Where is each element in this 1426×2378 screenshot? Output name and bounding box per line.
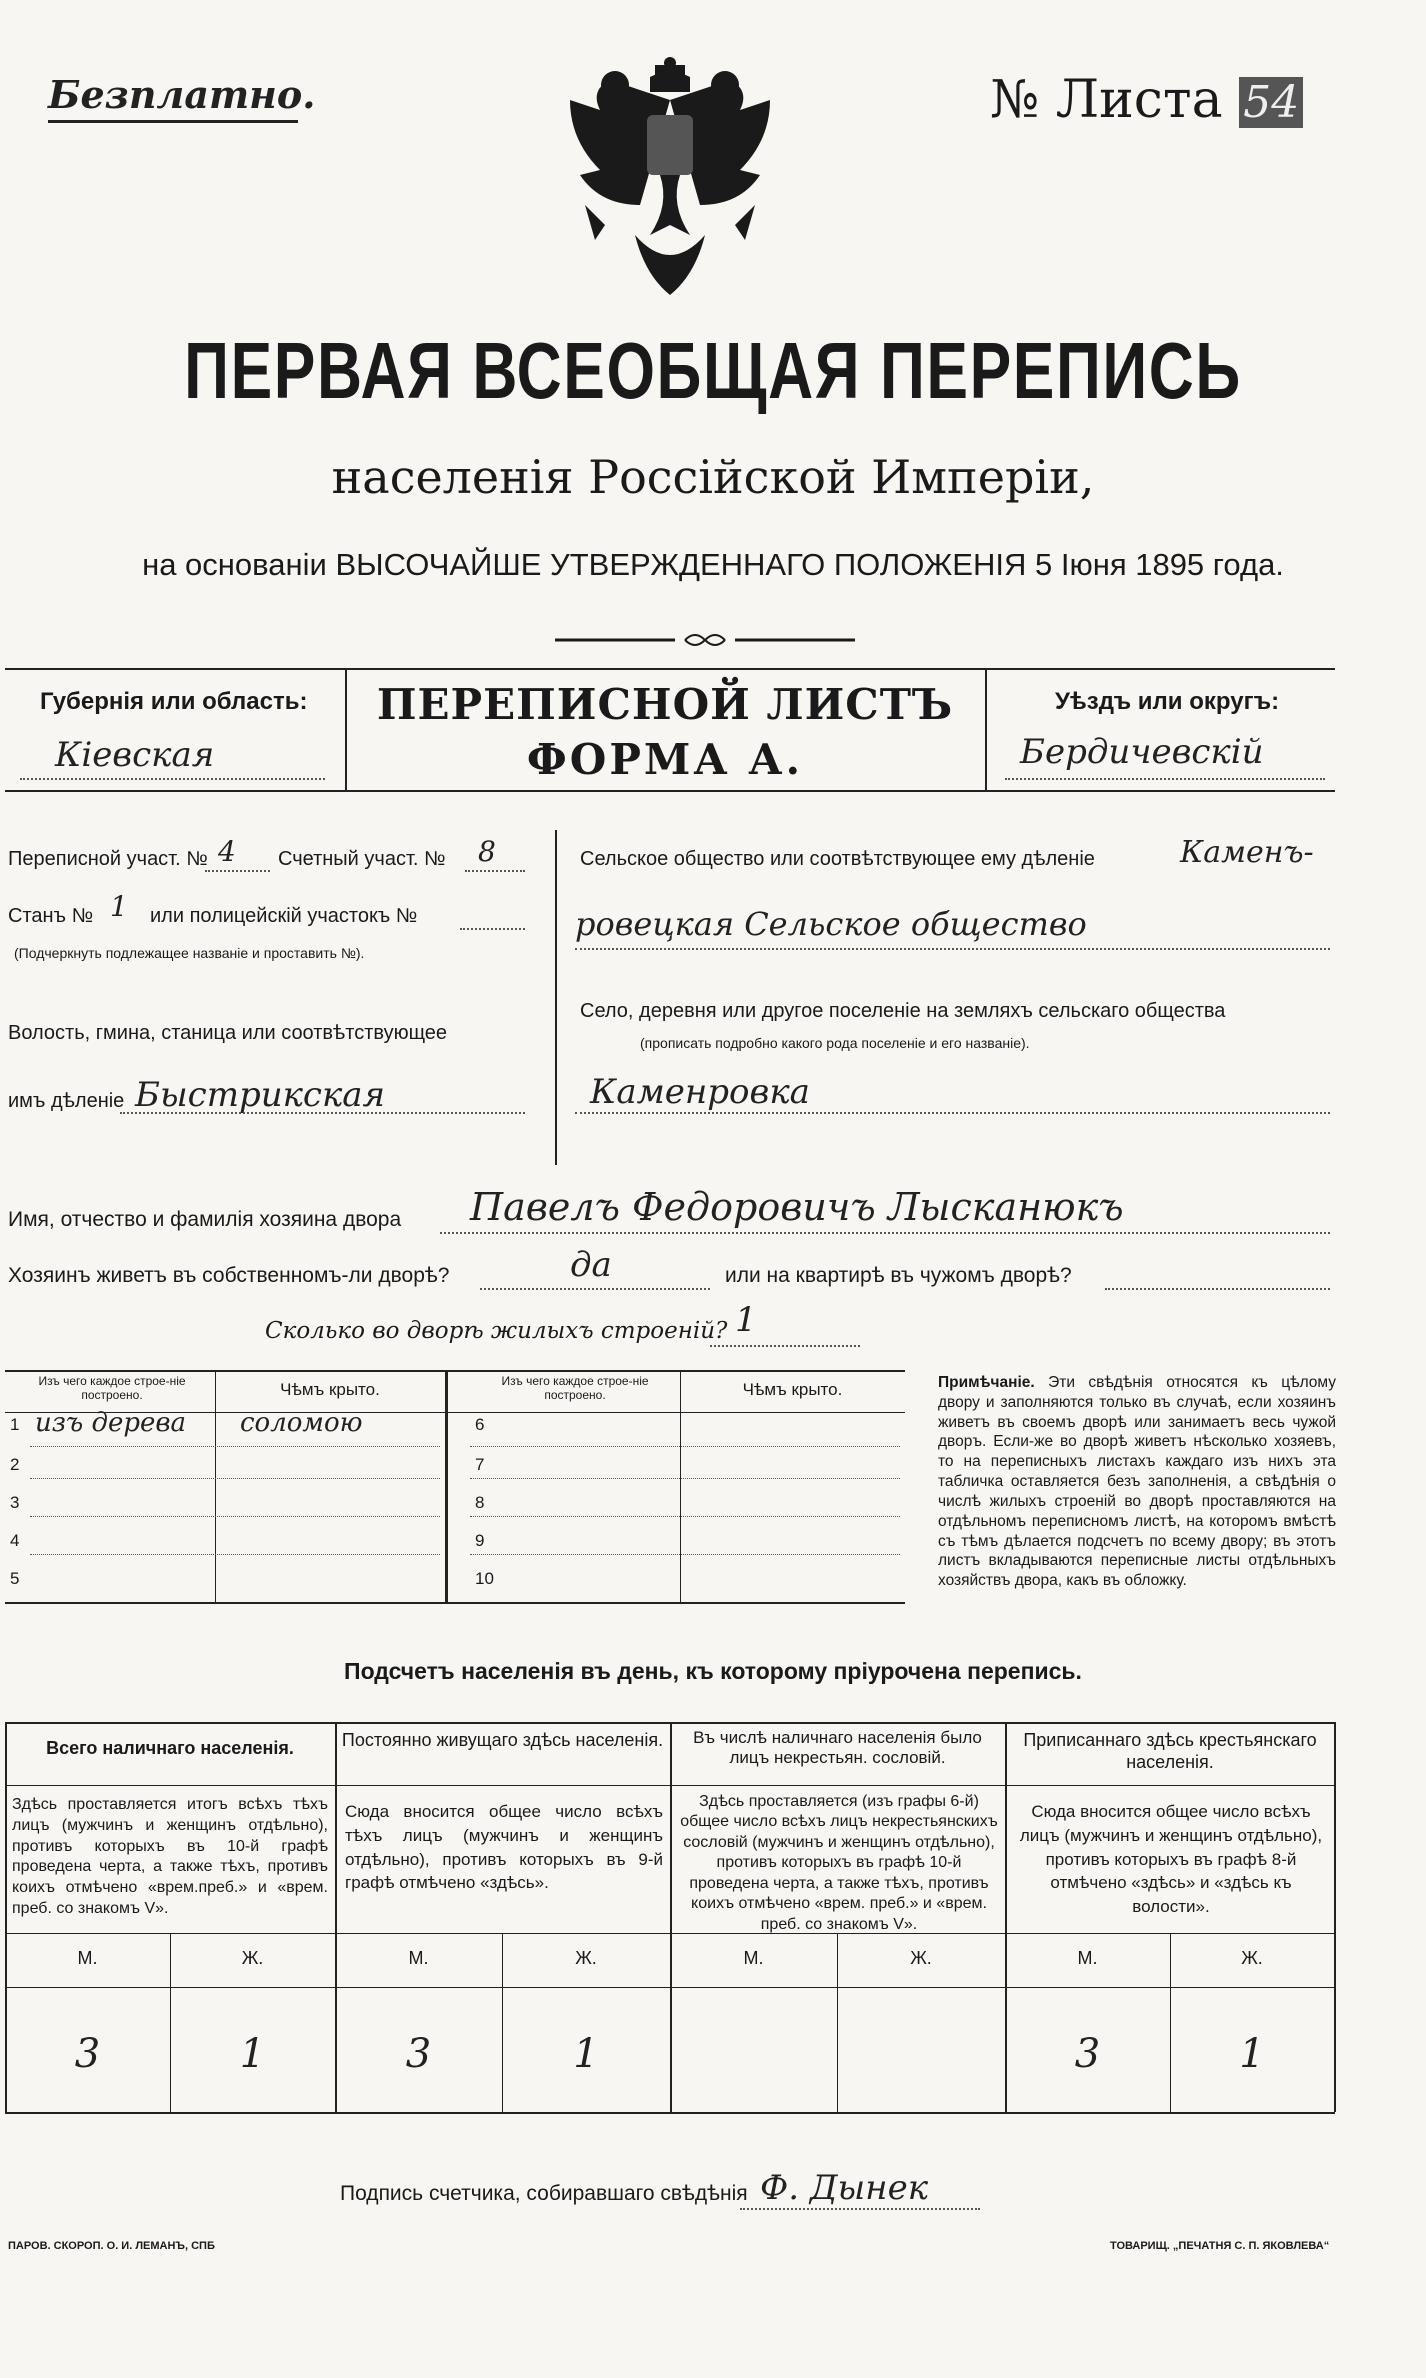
count-registered-m-value: 3 (1074, 2031, 1101, 2077)
count-m-label: М. (1077, 1948, 1098, 1968)
society-value-1: Каменъ- (1180, 835, 1314, 870)
basis-line: на основаніи ВЫСОЧАЙШЕ УТВЕРЖДЕННАГО ПОЛОЖЕНІЯ 5 Іюня 1895 года. (142, 547, 1284, 582)
bt-row-number: 6 (475, 1415, 485, 1434)
volost-value: Быстрикская (135, 1075, 386, 1115)
count-m-label: М. (743, 1948, 764, 1968)
bt-head-roof-left: Чѣмъ крыто. (280, 1380, 380, 1399)
count-head-registered: Приписаннаго здѣсь крестьянскаго населенія. (1023, 1730, 1317, 1772)
printer-left: ПАРОВ. СКОРОП. О. И. ЛЕМАНЪ, СПБ (8, 2240, 215, 2252)
uezd-dotline (1005, 778, 1325, 780)
owner-name-label: Имя, отчество и фамилія хозяина двора (8, 1208, 402, 1231)
bt-head-roof-right: Чѣмъ крыто. (742, 1380, 843, 1399)
bt-row-dotline (30, 1446, 440, 1447)
bt-col-divider-1 (215, 1370, 216, 1602)
sheet-label-text: № Листа (990, 70, 1223, 130)
count-head-total: Всего наличнаго населенія. (46, 1738, 294, 1758)
count-desc-permanent: Сюда вносится общее число всѣхъ тѣхъ лицъ (мужчинъ и женщинъ отдѣльно), противъ которыхъ въ 9-й графѣ отмѣчено «здѣсь». (345, 1802, 663, 1893)
society-dotline (575, 948, 1330, 950)
census-district-label: Переписной участ. № (8, 848, 208, 870)
count-title: Подсчетъ населенія въ день, къ которому пріурочена перепись. (344, 1658, 1082, 1684)
bt-row-number: 1 (10, 1415, 20, 1434)
census-district-value: 4 (218, 835, 236, 868)
free-underline (48, 120, 298, 123)
bt-row-roof: соломою (240, 1408, 363, 1438)
count-desc-total: Здѣсь проставляется итогъ всѣхъ тѣхъ лицъ (мужчинъ и женщинъ отдѣльно), противъ которыхъ въ 10-й графѣ проведена черта, а также тѣхъ, противъ коихъ отмѣчено «врем.преб.» и «врем. преб. со знакомъ V». (12, 1796, 328, 1917)
gubernia-dotline (20, 778, 325, 780)
owner-own-label: Хозяинъ живетъ въ собственномъ-ли дворѣ? (8, 1264, 450, 1287)
count-head-nonpeasant: Въ числѣ наличнаго населенія было лицъ некрестьян. сословій. (693, 1728, 982, 1768)
village-value: Каменровка (590, 1072, 810, 1112)
count-permanent-zh-value: 1 (573, 2031, 599, 2077)
bt-head-material-left: Изъ чего каждое строе-ніе построено. (38, 1374, 186, 1403)
printer-right: ТОВАРИЩ. „ПЕЧАТНЯ С. П. ЯКОВЛЕВА“ (1110, 2240, 1330, 2252)
form-head-bottom-rule (5, 790, 1335, 792)
bt-center-divider (445, 1370, 448, 1602)
stan-note: (Подчеркнуть подлежащее названіе и проставить №). (14, 945, 365, 961)
bt-row-dotline (470, 1478, 900, 1479)
count-head-permanent: Постоянно живущаго здѣсь населенія. (341, 1730, 664, 1750)
bt-row-number: 10 (475, 1569, 494, 1588)
gubernia-label: Губернія или область: (40, 688, 308, 715)
owner-name-value: Павелъ Федоровичъ Лысканюкъ (470, 1185, 1124, 1229)
village-note: (прописать подробно какого рода поселеніе и его названіе). (640, 1035, 1030, 1051)
form-subtitle: ФОРМА А. (526, 735, 804, 784)
volost-label: Волость, гмина, станица или соотвѣтствующее (8, 1022, 448, 1044)
ornament-divider-icon (555, 628, 855, 652)
count-district-value: 8 (478, 835, 496, 868)
ct-bottom-rule (5, 2112, 1335, 2114)
note-text: Эти свѣдѣнія относятся къ цѣлому двору и заполняются только въ случаѣ, если хозяинъ живетъ въ своемъ дворѣ или занимаетъ весь чужой дворъ. Если-же во дворѣ живетъ нѣсколько хозяевъ, то на переписныхъ листахъ каждаго изъ нихъ эта табличка оставляется безъ заполненія, а свѣдѣнія о числѣ жилыхъ строеній во дворѣ проставляются на отдѣльномъ переписномъ листѣ, на которомъ вмѣстѣ съ тѣмъ дѣлается подсчетъ по всему двору; въ этотъ листъ вкладываются переписные листы отдѣльныхъ хозяйствъ двора, какъ въ обложку. (938, 1374, 1336, 1590)
count-district-label: Счетный участ. № (278, 848, 446, 870)
bt-top-rule (5, 1370, 905, 1372)
block-divider (555, 830, 557, 1165)
note-title: Примѣчаніе. (938, 1374, 1035, 1391)
page-title: ПЕРВАЯ ВСЕОБЩАЯ ПЕРЕПИСЬ (184, 326, 1242, 415)
census-district-dotline (205, 870, 270, 872)
buildings-label: Сколько во дворѣ жилыхъ строеній? (265, 1318, 728, 1344)
form-head-top-rule (5, 668, 1335, 670)
signature-dotline (740, 2208, 980, 2210)
stan-label: Станъ № (8, 905, 94, 927)
gubernia-value: Кіевская (55, 735, 215, 775)
uezd-value: Бердичевскій (1020, 732, 1264, 772)
bt-col-divider-2 (680, 1370, 681, 1602)
owner-rent-label: или на квартирѣ въ чужомъ дворѣ? (725, 1264, 1072, 1287)
ct-col-edge-right (1334, 1722, 1336, 2112)
bt-row-dotline (470, 1446, 900, 1447)
village-dotline (575, 1112, 1330, 1114)
count-m-label: М. (408, 1948, 429, 1968)
bt-row-number: 4 (10, 1531, 20, 1550)
bt-row-material: изъ дерева (35, 1408, 187, 1438)
owner-name-dotline (440, 1232, 1330, 1234)
signature-label: Подпись счетчика, собиравшаго свѣдѣнія (340, 2182, 748, 2205)
bt-head-material-right: Изъ чего каждое строе-ніе построено. (501, 1374, 649, 1403)
uezd-label: Уѣздъ или округъ: (1055, 688, 1280, 715)
count-desc-registered: Сюда вносится общее число всѣхъ лицъ (мужчинъ и женщинъ отдѣльно), противъ которыхъ въ графѣ 8-й отмѣчено «здѣсь» и «здѣсь къ волости». (1019, 1802, 1323, 1917)
sheet-number: 54 (1239, 77, 1303, 128)
count-zh-label: Ж. (910, 1948, 932, 1968)
page-subtitle: населенія Россійской Имперіи, (331, 450, 1095, 504)
count-desc-nonpeasant: Здѣсь проставляется (изъ графы 6-й) общее число всѣхъ лицъ некрестьянскихъ сословій (мужчинъ и женщинъ отдѣльно), противъ которыхъ въ графѣ 10-й проведена черта, а также тѣхъ, противъ коихъ отмѣчено «врем. преб.» и «врем. преб. со знакомъ V». (680, 1793, 998, 1933)
bt-row-dotline (30, 1478, 440, 1479)
count-permanent-m-value: 3 (405, 2031, 432, 2077)
ct-col-divider-2 (670, 1722, 672, 2112)
volost-label-2: имъ дѣленіе (8, 1090, 125, 1112)
bt-row-dotline (470, 1516, 900, 1517)
buildings-dotline (710, 1345, 860, 1347)
bt-row-dotline (30, 1554, 440, 1555)
sheet-label (990, 70, 1303, 130)
bt-bottom-rule (5, 1602, 905, 1604)
count-registered-zh-value: 1 (1239, 2031, 1265, 2077)
count-zh-label: Ж. (241, 1948, 264, 1968)
owner-rent-dotline (1105, 1288, 1330, 1290)
owner-own-dotline (480, 1288, 710, 1290)
signature-value: Ф. Дынек (760, 2168, 928, 2208)
count-zh-label: Ж. (575, 1948, 597, 1968)
society-label: Сельское общество или соотвѣтствующее ему дѣленіе (580, 848, 1095, 870)
police-dotline (460, 928, 525, 930)
police-label: или полицейскій участокъ № (150, 905, 418, 927)
bt-row-number: 5 (10, 1569, 20, 1588)
bt-row-dotline (30, 1516, 440, 1517)
village-label: Село, деревня или другое поселеніе на земляхъ сельскаго общества (580, 1000, 1226, 1022)
count-zh-label: Ж. (1241, 1948, 1263, 1968)
imperial-eagle-icon (555, 55, 785, 305)
bt-row-dotline (470, 1554, 900, 1555)
count-total-zh-value: 1 (239, 2031, 266, 2077)
note-block (938, 1373, 1336, 1591)
count-m-label: М. (77, 1948, 98, 1968)
form-head-divider-right (985, 668, 987, 792)
stan-value: 1 (110, 890, 128, 923)
society-value-2: ровецкая Сельское общество (575, 905, 1087, 943)
owner-own-value: да (570, 1245, 612, 1285)
count-district-dotline (465, 870, 525, 872)
count-total-m-value: 3 (74, 2031, 101, 2077)
free-label: Безплатно. (48, 72, 316, 117)
bt-row-number: 7 (475, 1455, 485, 1474)
bt-row-number: 8 (475, 1493, 485, 1512)
buildings-value: 1 (735, 1300, 757, 1340)
bt-row-number: 9 (475, 1531, 485, 1550)
bt-row-number: 3 (10, 1493, 20, 1512)
bt-row-number: 2 (10, 1455, 20, 1474)
volost-dotline (120, 1112, 525, 1114)
form-title: ПЕРЕПИСНОЙ ЛИСТЪ (376, 680, 954, 729)
